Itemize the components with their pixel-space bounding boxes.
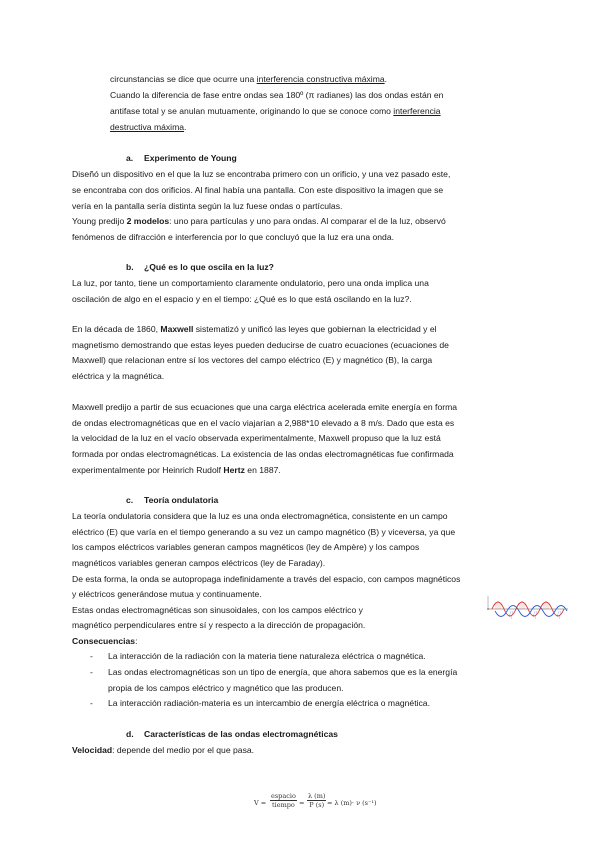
term-destructive-interference: destructiva máxima (110, 122, 185, 132)
paragraph-text: en 1887. (244, 465, 281, 475)
term-constructive-interference: interferencia constructiva máxima (256, 74, 385, 84)
term-destructive-interference: interferencia (393, 106, 441, 116)
list-item: La interacción de la radiación con la materia tiene naturaleza eléctrica o magnética. (108, 651, 426, 661)
paragraph-line: Estas ondas electromagnéticas son sinusoidales, con los campos eléctrico y (72, 605, 363, 615)
paragraph-line: eléctrica y la magnética. (72, 371, 165, 381)
fraction-numerator: λ (m) (308, 792, 326, 800)
intro-text: . (184, 122, 187, 132)
section-title: ¿Qué es lo que oscila en la luz? (144, 262, 274, 272)
paragraph-line: eléctrico (E) que varía en el tiempo generando a su vez un campo magnético (B) y viceversa, ya que (72, 527, 456, 537)
paragraph-text: : uno para partículas y uno para ondas. Al comparar el de la luz, observó (169, 216, 446, 226)
section-heading-oscillation (126, 262, 274, 273)
consequences-label (72, 636, 137, 647)
fraction-denominator: tiempo (272, 801, 295, 809)
section-letter: b. (126, 262, 134, 272)
formula-lhs: V = (254, 799, 267, 807)
paragraph-text: En la década de 1860, (72, 324, 161, 334)
paragraph-line: Maxwell) que relacionan entre sí los vectores del campo eléctrico (E) y magnético (B), la carga (72, 355, 433, 365)
paragraph-line: magnéticos variables generan campos eléctricos (ley de Faraday). (72, 558, 326, 568)
em-wave-figure (484, 592, 570, 626)
formula-rhs: = λ (m)· ν (s⁻¹) (327, 799, 377, 807)
section-letter: a. (126, 153, 134, 163)
paragraph-line: De esta forma, la onda se autopropaga indefinidamente a través del espacio, con campos magnéticos (72, 574, 461, 584)
paragraph-line: se encontraba con dos orificios. Al final había una pantalla. Con este dispositivo la imagen que se (72, 185, 444, 195)
section-title: Teoría ondulatoria (144, 495, 219, 505)
paragraph-line: Maxwell predijo a partir de sus ecuaciones que una carga eléctrica acelerada emite energía en forma (72, 402, 458, 412)
list-item-continued: propia de los campos eléctrico y magnético que las producen. (108, 683, 344, 693)
intro-text: circunstancias se dice que ocurre una (110, 74, 257, 84)
paragraph-line: magnético perpendiculares entre sí y respecto a la dirección de propagación. (72, 620, 366, 630)
intro-text: . (384, 74, 388, 84)
section-title: Características de las ondas electromagnéticas (144, 729, 338, 739)
paragraph-line: oscilación de algo en el espacio y en el tiempo: ¿Qué es lo que está oscilando en la luz?. (72, 294, 412, 304)
paragraph-line (72, 745, 254, 756)
section-title: Experimento de Young (144, 153, 237, 163)
formula-fraction-space-time (270, 792, 297, 809)
paragraph-line (72, 465, 281, 476)
section-letter: d. (126, 729, 134, 739)
paragraph-text: Young predijo (72, 216, 127, 226)
paragraph-line: los campos eléctricos variables generan campos magnéticos (ley de Ampère) y los campos (72, 542, 420, 552)
bullet-dash: - (90, 667, 93, 677)
bold-term: Hertz (223, 465, 245, 475)
paragraph-line: fenómenos de difracción e interferencia por lo que concluyó que la luz era una onda. (72, 232, 394, 242)
paragraph-line: la velocidad de la luz en el vacío observada experimentalmente, Maxwell propuso que la luz está (72, 433, 441, 443)
paragraph-line (72, 324, 437, 335)
paragraph-line: Diseñó un dispositivo en el que la luz se encontraba primero con un orificio, y una vez pasado este, (72, 169, 451, 179)
bullet-dash: - (90, 698, 93, 708)
formula-equals: = (299, 799, 305, 807)
paragraph-line: vería en la pantalla sería distinta según la luz fuese ondas o partículas. (72, 201, 343, 211)
paragraph-line (72, 216, 446, 227)
section-letter: c. (126, 495, 134, 505)
paragraph-line: formada por ondas electromagnéticas. La existencia de las ondas electromagnéticas fue confirmada (72, 449, 454, 459)
formula-fraction-wavelength-period (307, 792, 326, 809)
bold-term: Maxwell (160, 324, 194, 334)
paragraph-text: sistematizó y unificó las leyes que gobiernan la electricidad y el (193, 324, 437, 334)
paragraph-line: magnetismo demostrando que estas leyes pueden deducirse de cuatro ecuaciones (ecuaciones de (72, 340, 449, 350)
section-heading-young (126, 153, 237, 164)
fraction-denominator: P (s) (309, 801, 325, 809)
bold-term: 2 modelos (126, 216, 170, 226)
paragraph-line: de ondas electromagnéticas que en el vacío viajarían a 2,988*10 elevado a 8 m/s. Dado que esta es (72, 418, 455, 428)
intro-line-2: Cuando la diferencia de fase entre ondas sea 180º (π radianes) las dos ondas están en (110, 90, 444, 100)
paragraph-line: y eléctricos generándose mutua y continuamente. (72, 589, 262, 599)
list-item: Las ondas electromagnéticas son un tipo de energía, que ahora sabemos que es la energía (108, 667, 458, 677)
bullet-dash: - (90, 651, 93, 661)
section-heading-characteristics (126, 729, 338, 740)
bold-term: Consecuencias (72, 636, 136, 646)
paragraph-text: : (135, 636, 138, 646)
paragraph-text: experimentalmente por Heinrich Rudolf (72, 465, 224, 475)
list-item: La interacción radiación-materia es un intercambio de energía eléctrica o magnética. (108, 698, 430, 708)
section-heading-wave-theory (126, 495, 218, 506)
velocity-formula (254, 792, 377, 816)
paragraph-line: La luz, por tanto, tiene un comportamiento claramente ondulatorio, pero una onda implica una (72, 278, 429, 288)
fraction-numerator: espacio (271, 792, 296, 800)
intro-line-4 (110, 122, 186, 133)
bold-term: Velocidad (72, 745, 113, 755)
intro-line-1 (110, 74, 387, 85)
paragraph-line: La teoría ondulatoria considera que la luz es una onda electromagnética, consistente en un campo (72, 511, 448, 521)
intro-line-3 (110, 106, 441, 117)
paragraph-text: : depende del medio por el que pasa. (112, 745, 255, 755)
intro-text: antifase total y se anulan mutuamente, originando lo que se conoce como (110, 106, 394, 116)
